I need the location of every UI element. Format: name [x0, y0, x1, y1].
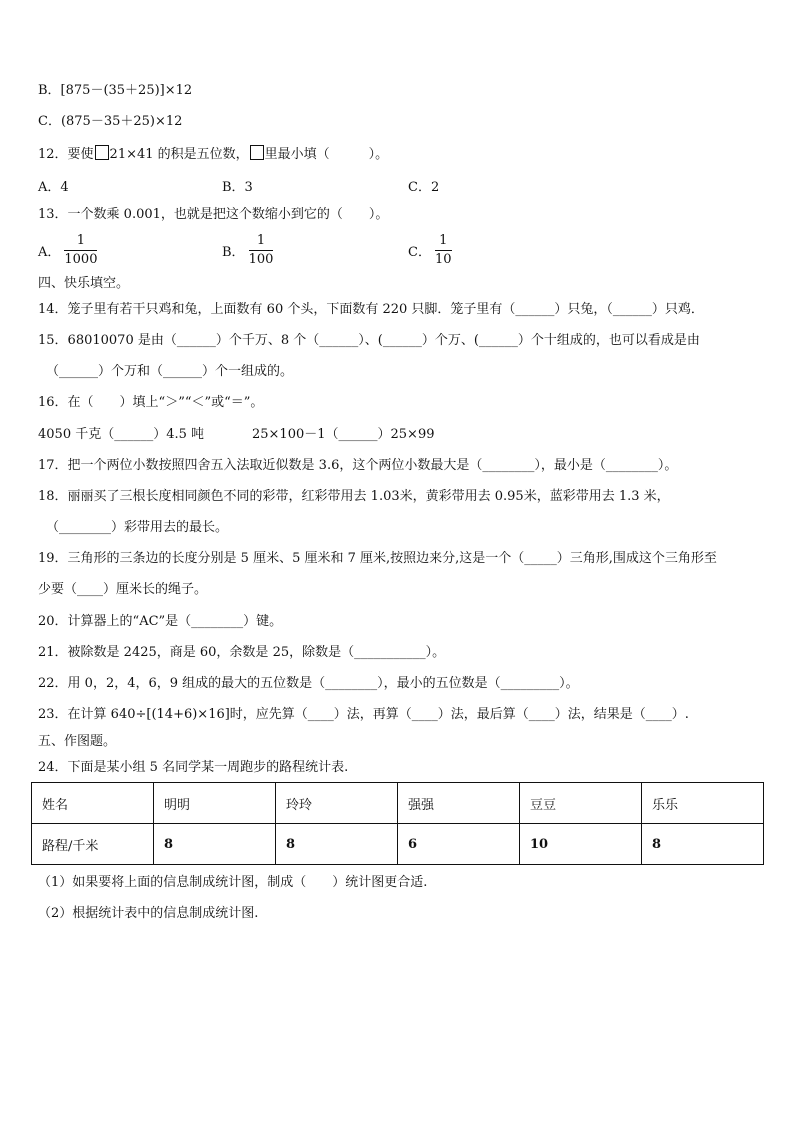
question-12-option-b: B．3	[222, 180, 253, 195]
section-5-heading: 五、作图题。	[38, 734, 117, 749]
table-header-row	[32, 783, 764, 824]
question-15-line-1: 15．68010070 是由（______）个千万、8 个（______）、(______）个万、(______）个十组成的，也可以看成是由	[38, 333, 700, 348]
question-12-pre: 12．要使	[38, 147, 94, 162]
section-4-heading: 四、快乐填空。	[38, 276, 130, 291]
question-14: 14．笼子里有若干只鸡和兔，上面数有 60 个头，下面数有 220 只脚．笼子里有（______）只兔，（______）只鸡．	[38, 302, 704, 317]
question-24: 24．下面是某小组 5 名同学某一周跑步的路程统计表.	[38, 760, 349, 775]
question-18-line-2: （________）彩带用去的最长。	[46, 520, 229, 535]
table-cell: 10	[520, 824, 642, 865]
question-19-line-1: 19．三角形的三条边的长度分别是 5 厘米、5 厘米和 7 厘米,按照边来分,这是一个（_____）三角形,围成这个三角形至	[38, 551, 717, 566]
table-cell: 路程/千米	[32, 824, 154, 865]
question-13-option-a: A． $\frac{1}{1000}$	[38, 233, 98, 267]
question-16-item-b: 25×100－1（______）25×99	[252, 427, 435, 442]
question-24-part-1: （1）如果要将上面的信息制成统计图，制成（ ）统计图更合适.	[38, 875, 428, 890]
question-21: 21．被除数是 2425，商是 60，余数是 25，除数是（___________）。	[38, 645, 446, 660]
table-cell: 8	[154, 824, 276, 865]
fraction: $\frac{1}{1000}$	[64, 233, 98, 267]
table-cell: 强强	[398, 783, 520, 824]
table-cell: 明明	[154, 783, 276, 824]
table-cell: 姓名	[32, 783, 154, 824]
question-23: 23．在计算 640÷[(14+6)×16]时，应先算（____）法，再算（____）法，最后算（____）法，结果是（____）.	[38, 707, 689, 722]
question-12-mid: 21×41 的积是五位数，	[109, 147, 249, 162]
table-row	[32, 824, 764, 865]
fraction: $\frac{1}{100}$	[248, 233, 274, 267]
fraction: $\frac{1}{10}$	[434, 233, 452, 267]
question-24-part-2: （2）根据统计表中的信息制成统计图.	[38, 906, 259, 921]
question-12-option-a: A．4	[38, 180, 69, 195]
table-cell: 玲玲	[276, 783, 398, 824]
question-20: 20．计算器上的“AC”是（________）键。	[38, 614, 283, 629]
option-c-previous: C．(875－35＋25)×12	[38, 114, 183, 129]
question-13: 13．一个数乘 0.001，也就是把这个数缩小到它的（ ）。	[38, 207, 389, 222]
running-distance-table	[31, 782, 764, 865]
blank-box-icon	[250, 145, 264, 160]
blank-box-icon	[95, 145, 109, 160]
question-15-line-2: （______）个万和（______）个一组成的。	[46, 364, 294, 379]
question-12-post: 里最小填（ ）。	[264, 147, 389, 162]
question-16-item-a: 4050 千克（______）4.5 吨	[38, 427, 205, 442]
table-cell: 8	[276, 824, 398, 865]
table-cell: 8	[642, 824, 764, 865]
question-16: 16．在（ ）填上“＞”“＜”或“＝”。	[38, 395, 264, 410]
table-cell: 6	[398, 824, 520, 865]
question-19-line-2: 少要（____）厘米长的绳子。	[38, 582, 208, 597]
table-cell: 豆豆	[520, 783, 642, 824]
question-13-option-b: B． $\frac{1}{100}$	[222, 233, 274, 267]
question-22: 22．用 0，2，4，6，9 组成的最大的五位数是（________），最小的五位数是（_________）。	[38, 676, 579, 691]
table-cell: 乐乐	[642, 783, 764, 824]
question-13-option-c: C． $\frac{1}{10}$	[408, 233, 452, 267]
option-b-previous: B．[875－(35＋25)]×12	[38, 83, 193, 98]
question-12	[38, 145, 388, 164]
question-12-option-c: C．2	[408, 180, 440, 195]
question-17: 17．把一个两位小数按照四舍五入法取近似数是 3.6，这个两位小数最大是（________），最小是（________）。	[38, 458, 678, 473]
question-18-line-1: 18．丽丽买了三根长度相同颜色不同的彩带，红彩带用去 1.03米，黄彩带用去 0.95米，蓝彩带用去 1.3 米，	[38, 489, 670, 504]
